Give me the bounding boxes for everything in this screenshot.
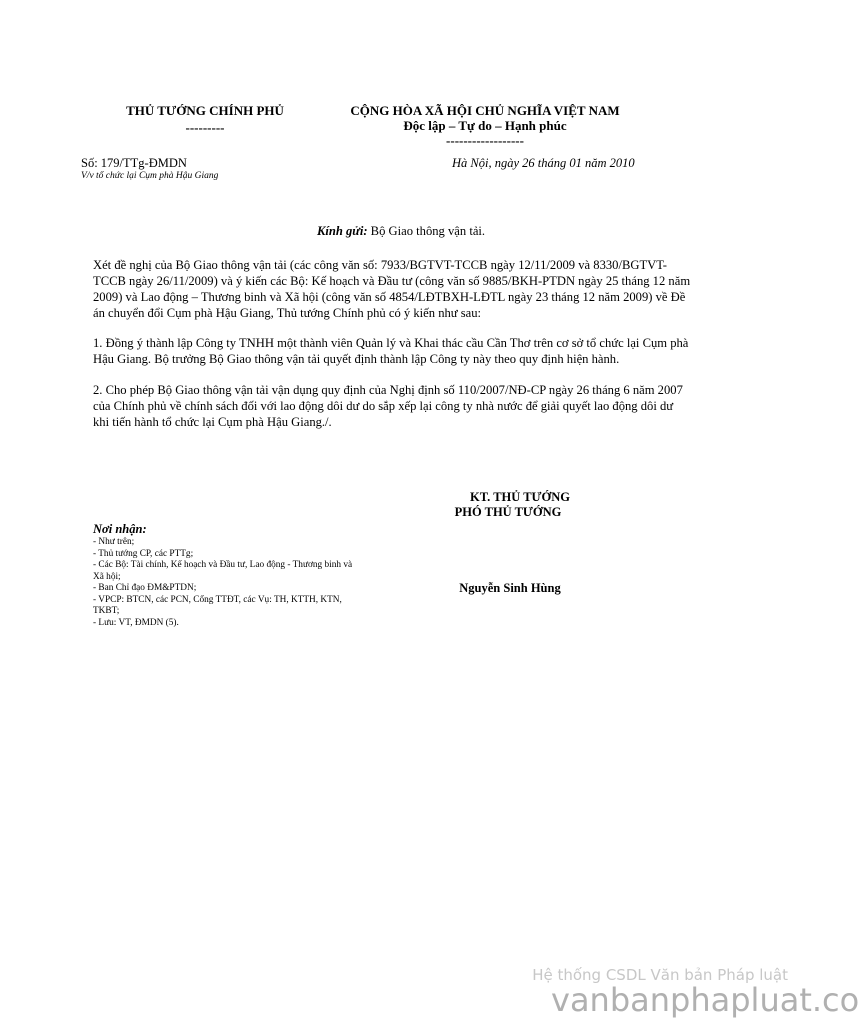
- authority-rule: ---------: [185, 120, 225, 135]
- recipient-item: - Thủ tướng CP, các PTTg;: [93, 548, 194, 559]
- recipient-item: - Các Bộ: Tài chính, Kế hoạch và Đầu tư, Lao động - Thương binh và Xã hội;: [93, 560, 353, 582]
- signer-name: Nguyễn Sinh Hùng: [459, 581, 561, 595]
- issuing-authority: THỦ TƯỚNG CHÍNH PHỦ: [126, 103, 284, 118]
- national-motto: Độc lập – Tự do – Hạnh phúc: [403, 118, 567, 133]
- motto-rule: ------------------: [446, 133, 524, 148]
- recipients-list: [93, 537, 361, 629]
- place-date: Hà Nội, ngày 26 tháng 01 năm 2010: [452, 156, 635, 170]
- watermark-line-1: Hệ thống CSDL Văn bản Pháp luật: [532, 966, 788, 984]
- greeting-label: Kính gửi:: [316, 224, 368, 238]
- signature-title-1: KT. THỦ TƯỚNG: [470, 490, 570, 504]
- recipients-title: Nơi nhận:: [93, 522, 147, 536]
- point-2-paragraph: 2. Cho phép Bộ Giao thông vận tải vận dụng quy định của Nghị định số 110/2007/NĐ-CP ngày 26 tháng 6 năm 2007 của Chính phủ về chính sách đối với lao động dôi dư do sắp xếp lại công ty nhà nước để giải quyết lao động dôi dư khi tiến hành tổ chức lại Cụm phà Hậu Giang./.: [93, 383, 683, 429]
- greeting-recipient: Bộ Giao thông vận tải.: [367, 224, 486, 238]
- document-number: Số: 179/TTg-ĐMDN: [81, 156, 187, 170]
- recipient-item: - Ban Chỉ đạo ĐM&PTDN;: [93, 583, 197, 593]
- signature-title-2: PHÓ THỦ TƯỚNG: [454, 505, 562, 519]
- recipient-item: - Lưu: VT, ĐMDN (5).: [93, 617, 179, 628]
- watermark-line-2: vanbanphapluat.co: [551, 981, 859, 1019]
- greeting: [81, 223, 721, 239]
- point-1-paragraph: 1. Đồng ý thành lập Công ty TNHH một thành viên Quản lý và Khai thác cầu Cần Thơ trên cơ sở tổ chức lại Cụm phà Hậu Giang. Bộ trưởng Bộ Giao thông vận tải quyết định thành lập Công ty này theo quy định hiện hành.: [93, 336, 689, 366]
- recipient-item: - Như trên;: [93, 537, 135, 547]
- national-title: CỘNG HÒA XÃ HỘI CHỦ NGHĨA VIỆT NAM: [350, 103, 620, 118]
- recipient-item: - VPCP: BTCN, các PCN, Cổng TTĐT, các Vụ: TH, KTTH, KTN, TKBT;: [93, 594, 342, 616]
- document-subject: V/v tổ chức lại Cụm phà Hậu Giang: [81, 171, 219, 181]
- intro-paragraph: Xét đề nghị của Bộ Giao thông vận tải (các công văn số: 7933/BGTVT-TCCB ngày 12/11/2009 và 8330/BGTVT-TCCB ngày 26/11/2009) và ý kiến các Bộ: Kế hoạch và Đầu tư (công văn số 9885/BKH-PTDN ngày 25 tháng 12 năm 2009) và Lao động – Thương binh và Xã hội (công văn số 4854/LĐTBXH-LĐTL ngày 23 tháng 12 năm 2009) về Đề án chuyển đổi Cụm phà Hậu Giang, Thủ tướng Chính phủ có ý kiến như sau:: [93, 258, 691, 320]
